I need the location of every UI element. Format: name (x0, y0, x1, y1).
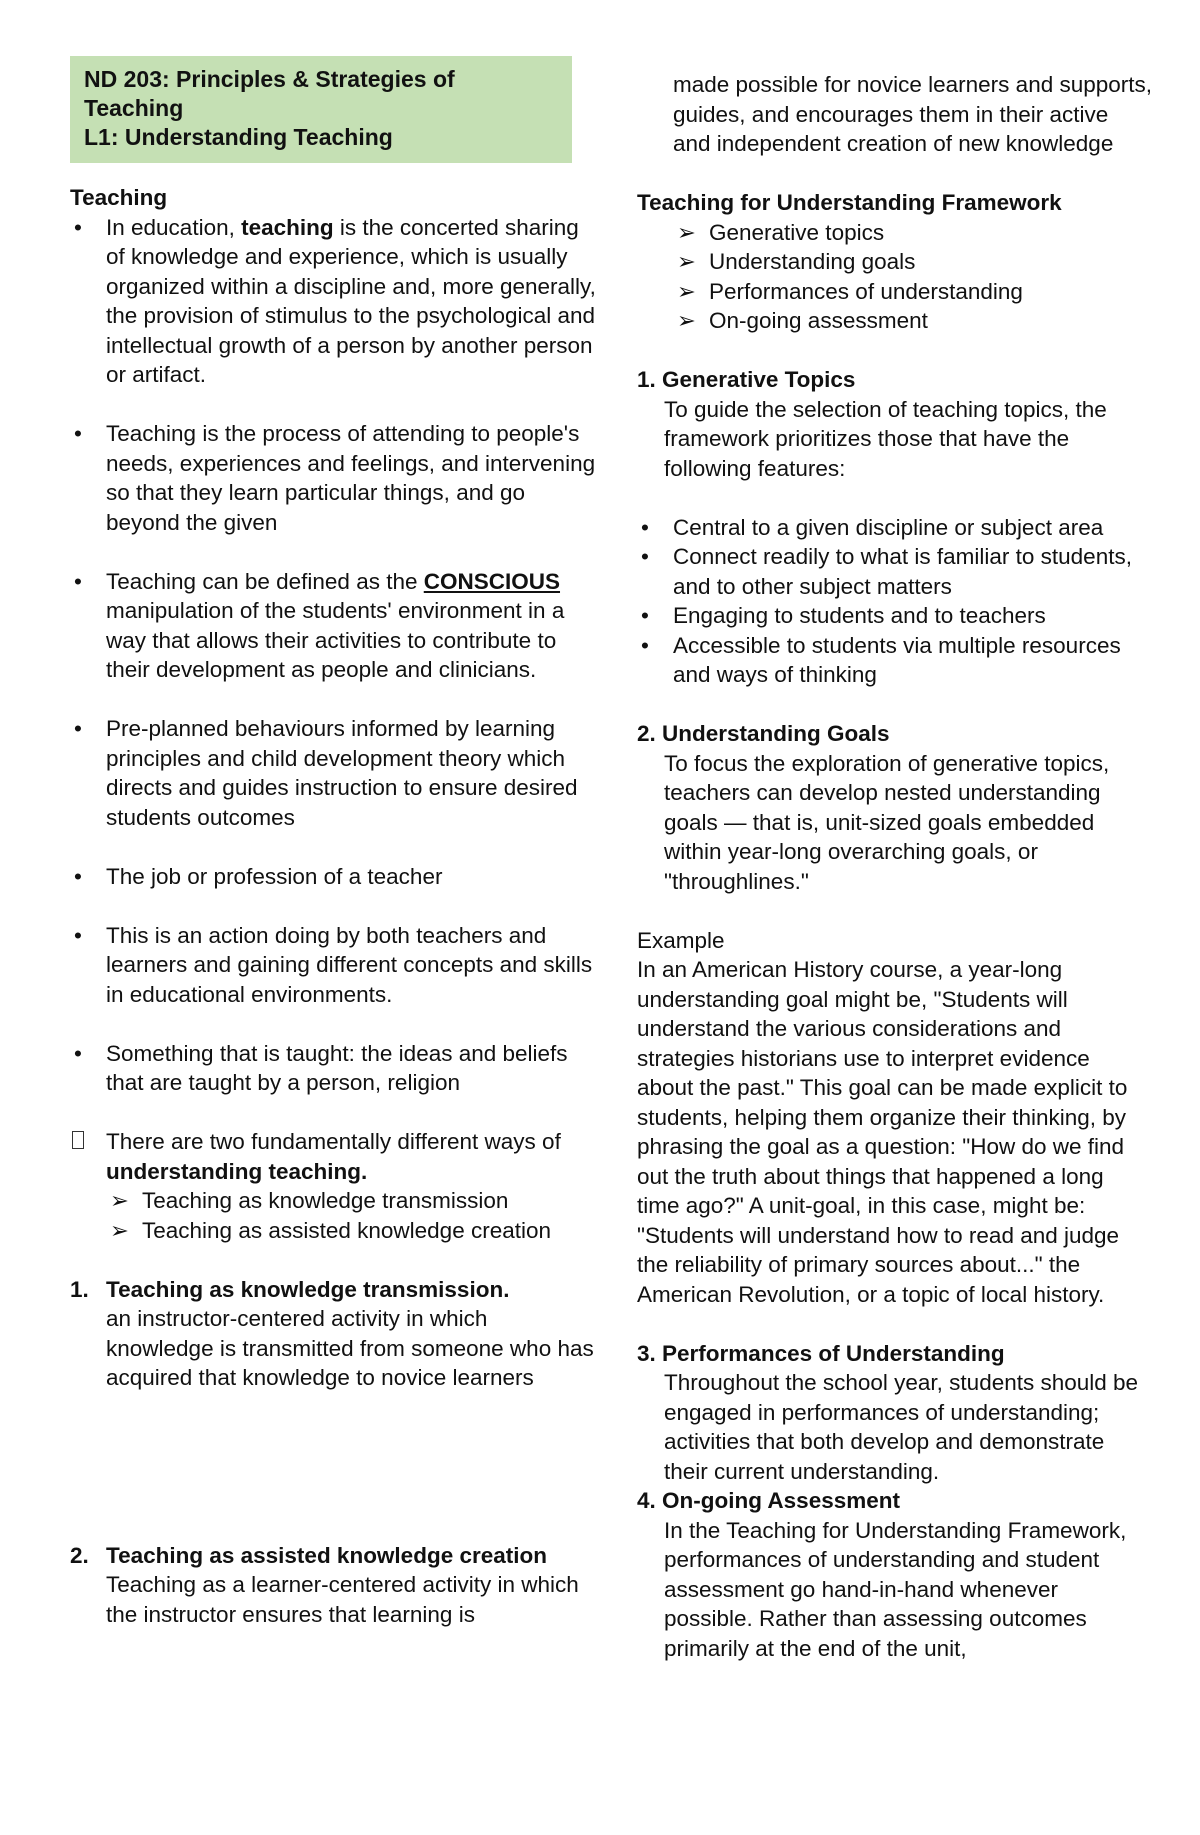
section-heading: Understanding Goals (662, 721, 890, 746)
document-title-box (70, 56, 572, 163)
section-heading: Generative Topics (662, 367, 856, 392)
numbered-item: 3. Performances of Understanding Throughout the school year, students should be engaged in performances of understanding; activities that both develop and demonstrate their current understanding. (637, 1340, 1139, 1484)
bullet-icon (641, 631, 661, 661)
list-item: • Central to a given discipline or subject area (637, 513, 1152, 543)
bullet-icon (74, 714, 94, 744)
numbered-item: 4. On-going Assessment In the Teaching for Understanding Framework, performances of understanding and student assessment go hand-in-hand whenever possible. Rather than assessing outcomes primarily at the end of the unit, (637, 1488, 1127, 1661)
bullet-icon (641, 513, 661, 543)
missing-glyph-box-icon (72, 1131, 84, 1149)
list-item: ➢ Teaching as knowledge transmission (106, 1186, 600, 1216)
bullet-icon (74, 921, 94, 951)
example-label: Example (637, 927, 725, 953)
list-item: • Pre-planned behaviours informed by learning principles and child development theory which directs and guides instruction to ensure desired students outcomes (70, 714, 600, 832)
arrowhead-bullet-icon: ➢ (677, 219, 696, 245)
numbered-item: 1. Generative Topics To guide the selection of teaching topics, the framework prioritizes those that have the following features: (637, 367, 1107, 481)
list-item: • The job or profession of a teacher (70, 862, 600, 892)
bullet-icon (74, 567, 94, 597)
arrowhead-bullet-icon: ➢ (110, 1217, 129, 1243)
list-item: • Engaging to students and to teachers (637, 601, 1152, 631)
bullet-icon (74, 213, 94, 243)
list-item: • Connect readily to what is familiar to students, and to other subject matters (637, 542, 1152, 601)
list-item: ➢ Understanding goals (673, 247, 1152, 277)
list-item: ➢ Performances of understanding (673, 277, 1152, 307)
list-item: • Something that is taught: the ideas and beliefs that are taught by a person, religion (70, 1039, 600, 1098)
arrowhead-bullet-icon: ➢ (677, 249, 696, 274)
bullet-icon (641, 601, 661, 631)
list-item: • This is an action doing by both teachers and learners and gaining different concepts and skills in educational environments. (70, 921, 600, 1010)
bullet-icon (74, 862, 94, 892)
features-list (637, 513, 1152, 690)
list-item: ➢ Teaching as assisted knowledge creation (106, 1216, 600, 1246)
course-title: ND 203: Principles & Strategies of Teaching (84, 66, 455, 121)
right-column (637, 70, 1152, 1663)
bullet-icon (74, 1039, 94, 1069)
section-heading: Teaching for Understanding Framework (637, 190, 1062, 215)
ways-list (70, 1186, 600, 1245)
teaching-heading: Teaching (70, 185, 168, 210)
section-heading: On-going Assessment (662, 1488, 900, 1513)
arrowhead-bullet-icon: ➢ (677, 278, 696, 304)
left-column (70, 56, 600, 1629)
numbered-item: 2. Understanding Goals To focus the exploration of generative topics, teachers can develop nested understanding goals — that is, unit-sized goals embedded within year-long overarching goals, or "throughlines." (637, 721, 1110, 894)
list-item: • Accessible to students via multiple resources and ways of thinking (637, 631, 1152, 690)
continued-text: made possible for novice learners and supports, guides, and encourages them in their active and independent creation of new knowledge (673, 72, 1153, 156)
lesson-title: L1: Understanding Teaching (84, 124, 393, 150)
list-item: • Teaching is the process of attending to people's needs, experiences and feelings, and intervening so that they learn particular things, and go beyond the given (70, 419, 600, 537)
numbered-item: 1. Teaching as knowledge transmission. an instructor-centered activity in which knowledge is transmitted from someone who has acquired that knowledge to novice learners (70, 1275, 600, 1393)
numbered-item: 2. Teaching as assisted knowledge creation Teaching as a learner-centered activity in which the instructor ensures that learning is (70, 1541, 600, 1630)
section-heading: Teaching as assisted knowledge creation (106, 1542, 547, 1568)
example-text: In an American History course, a year-long understanding goal might be, "Students will understand the various considerations and strategies historians use to interpret evidence about the past." This goal can be made explicit to students, helping them organize their thinking, by phrasing the goal as a question: "How do we find out the truth about things that happened a long time ago?" A unit-goal, in this case, might be: "Students will understand how to read and judge the reliability of primary sources about..." the American Revolution, or a topic of local history. (637, 957, 1128, 1307)
bullet-icon (74, 419, 94, 449)
list-item: • In education, teaching is the concerted sharing of knowledge and experience, which is usually organized within a discipline and, more generally, the provision of stimulus to the psychological and intellectual growth of a person by another person or artifact. (70, 213, 600, 390)
framework-list (637, 218, 1152, 336)
arrowhead-bullet-icon: ➢ (677, 308, 696, 333)
section-heading: Teaching as knowledge transmission. (106, 1276, 510, 1302)
list-item: ➢ On-going assessment (673, 306, 1152, 336)
section-heading: Performances of Understanding (662, 1340, 1005, 1366)
arrowhead-bullet-icon: ➢ (110, 1188, 129, 1213)
list-item: There are two fundamentally different ways of understanding teaching. (70, 1127, 600, 1186)
list-item: • Teaching can be defined as the CONSCIOUS manipulation of the students' environment in a way that allows their activities to contribute to their development as people and clinicians. (70, 567, 600, 685)
bullet-icon (641, 542, 661, 572)
list-item: ➢ Generative topics (673, 218, 1152, 248)
